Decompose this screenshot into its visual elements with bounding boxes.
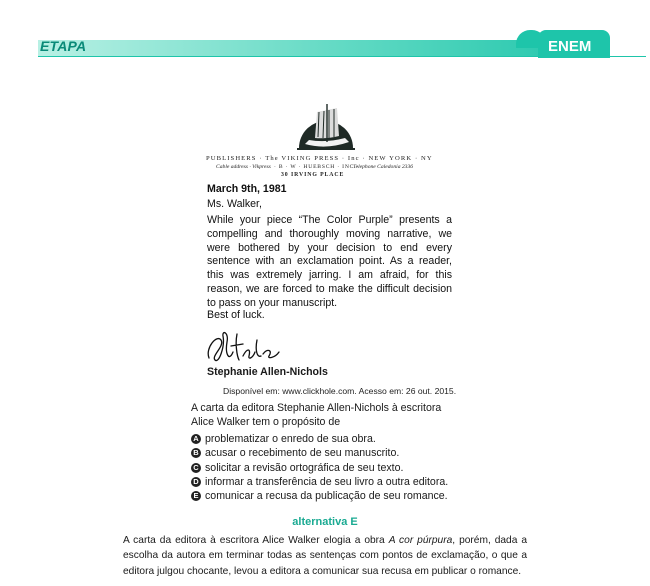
answer-options bbox=[191, 432, 448, 503]
option-text: problematizar o enredo de sua obra. bbox=[205, 433, 376, 445]
viking-ship-logo-icon bbox=[293, 98, 359, 152]
letterhead-cable: Cable address · Vikpress bbox=[216, 164, 271, 170]
question-stem: A carta da editora Stephanie Allen-Nichols à escritora Alice Walker tem o propósito de bbox=[191, 402, 442, 428]
option-c[interactable] bbox=[191, 461, 448, 475]
answer-title: alternativa E bbox=[292, 516, 358, 528]
explanation-book-title: A cor púrpura bbox=[388, 535, 453, 546]
option-a[interactable] bbox=[191, 432, 448, 446]
option-d[interactable] bbox=[191, 475, 448, 489]
letter-body: While your piece “The Color Purple” presents a compelling and thoroughly moving narrative, we were bothered by your decision to end every sentence with an exclamation point. As a reader, this was extremely jarring. I am afraid, for this reason, we are forced to make the difficult decision to pass on your manuscript. bbox=[207, 214, 452, 309]
letterhead-publisher-line: PUBLISHERS · The VIKING PRESS · Inc · NEW YORK · NY bbox=[206, 155, 433, 162]
explanation-text-end: , porém, dada a escolha da autora em terminar todas as sentenças com pontos de exclamação, o que a editora julgou chocante, levou a editora a comunicar sua recusa em publicar o romance. bbox=[123, 535, 528, 577]
option-e[interactable] bbox=[191, 489, 448, 503]
letterhead-details bbox=[216, 164, 466, 170]
letter-salutation: Ms. Walker, bbox=[207, 198, 262, 210]
option-letter-badge: A bbox=[191, 434, 201, 444]
letterhead-company: · B · W · HUEBSCH · INC · bbox=[274, 164, 360, 170]
option-text: solicitar a revisão ortográfica de seu texto. bbox=[205, 461, 404, 474]
option-b[interactable] bbox=[191, 446, 448, 460]
letterhead-address: 30 IRVING PLACE bbox=[281, 172, 345, 178]
source-citation: Disponível em: www.clickhole.com. Acesso em: 26 out. 2015. bbox=[223, 386, 457, 396]
option-letter-badge: B bbox=[191, 448, 201, 458]
option-text: comunicar a recusa da publicação de seu romance. bbox=[205, 490, 448, 503]
brand-logo: ETAPA bbox=[40, 38, 87, 54]
option-letter-badge: C bbox=[191, 463, 201, 473]
answer-explanation bbox=[123, 533, 527, 579]
letterhead-telephone: Telephone Caledonia 2336 bbox=[353, 164, 414, 170]
letter-date: March 9th, 1981 bbox=[207, 183, 287, 195]
explanation-text-start: A carta da editora à escritora Alice Walker elogia a obra bbox=[123, 535, 389, 546]
option-letter-badge: E bbox=[191, 491, 201, 501]
letter-closing: Best of luck. bbox=[207, 309, 265, 321]
option-text: acusar o recebimento de seu manuscrito. bbox=[205, 447, 400, 460]
handwritten-signature bbox=[203, 326, 293, 366]
signature-name: Stephanie Allen-Nichols bbox=[207, 366, 328, 378]
exam-tag: ENEM bbox=[548, 38, 592, 55]
option-letter-badge: D bbox=[191, 477, 201, 487]
option-text: informar a transferência de seu livro a outra editora. bbox=[205, 475, 449, 488]
